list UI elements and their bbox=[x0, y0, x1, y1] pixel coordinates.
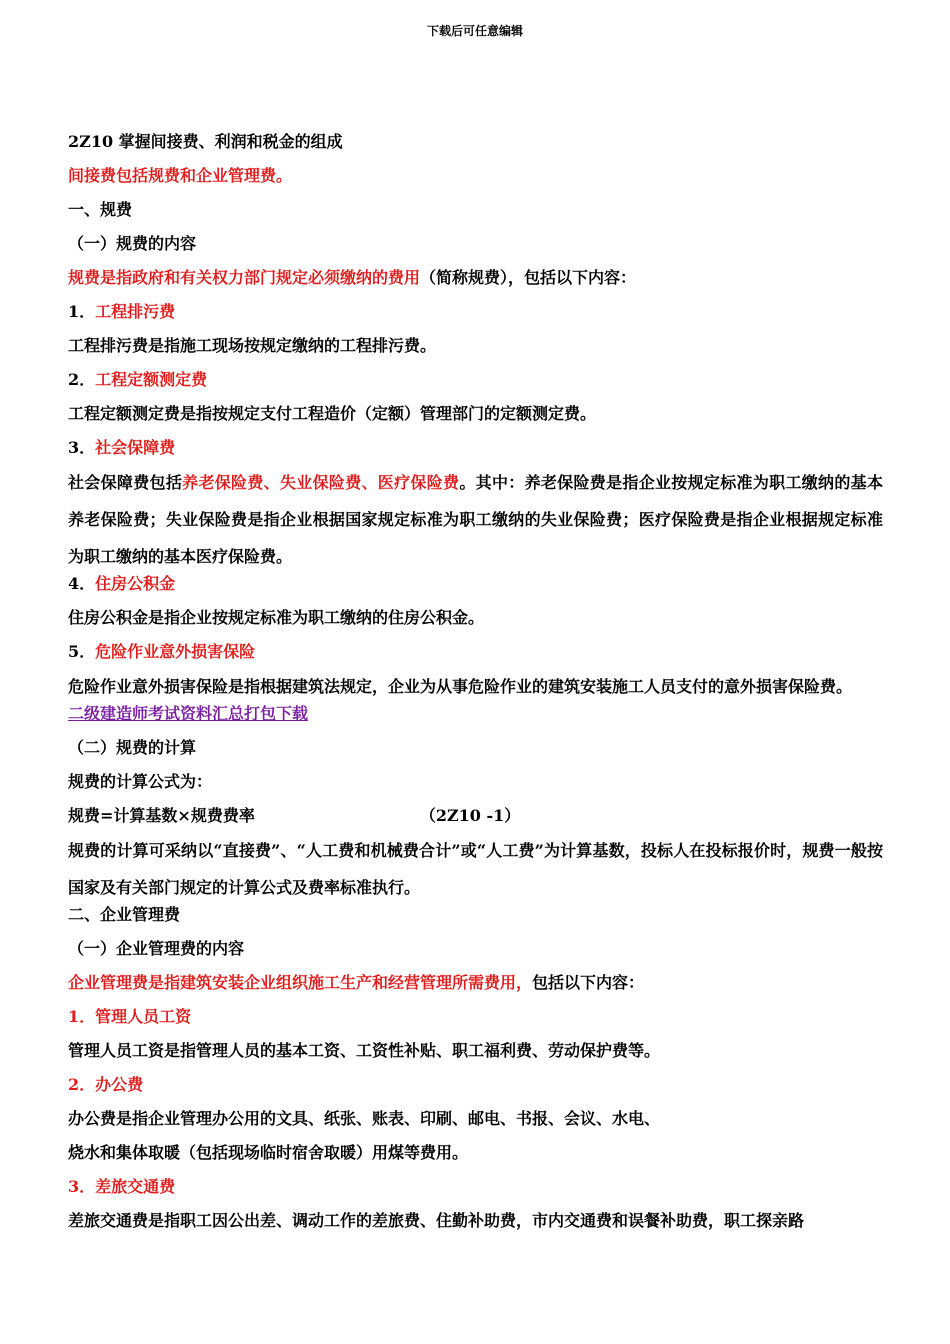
item-3-red: 养老保险费、失业保险费、医疗保险费 bbox=[182, 473, 460, 492]
download-link-line bbox=[68, 702, 883, 736]
item-title: 差旅交通费 bbox=[95, 1177, 176, 1196]
formula-intro: 规费的计算公式为： bbox=[68, 772, 213, 791]
item-3-pre: 社会保障费包括 bbox=[68, 473, 183, 492]
item-number: 3． bbox=[68, 438, 96, 457]
subheading-2-1: （一）企业管理费的内容 bbox=[68, 939, 245, 958]
item-4-heading bbox=[68, 572, 883, 606]
definition-red: 规费是指政府和有关权力部门规定必须缴纳的费用 bbox=[68, 268, 421, 287]
document-body bbox=[68, 130, 883, 1243]
item-title: 社会保障费 bbox=[95, 438, 176, 457]
item-number: 5． bbox=[68, 642, 96, 661]
item-number: 4． bbox=[68, 574, 96, 593]
item-title: 工程定额测定费 bbox=[95, 370, 208, 389]
item-number: 1． bbox=[68, 1007, 96, 1026]
item-5-text: 危险作业意外损害保险是指根据建筑法规定，企业为从事危险作业的建筑安装施工人员支付的意外损害保险费。 bbox=[68, 677, 853, 696]
item-title: 管理人员工资 bbox=[95, 1007, 192, 1026]
page-header: 下载后可任意编辑 bbox=[426, 24, 523, 38]
subheading-1-1: （一）规费的内容 bbox=[68, 234, 197, 253]
item-number: 2． bbox=[68, 1075, 96, 1094]
mgmt-definition-red: 企业管理费是指建筑安装企业组织施工生产和经营管理所需费用， bbox=[68, 973, 533, 992]
item-title: 办公费 bbox=[95, 1075, 144, 1094]
subheading-1-2: （二）规费的计算 bbox=[68, 738, 197, 757]
item-title: 危险作业意外损害保险 bbox=[95, 642, 256, 661]
item-3-rest: 。其中：养老保险费是指企业按规定标准为职工缴纳的基本养老保险费；失业保险费是指企业根据国家规定标准为职工缴纳的失业保险费；医疗保险费是指企业根据规定标准为职工缴纳的基本医疗保险费。 bbox=[68, 473, 883, 566]
item-4-text: 住房公积金是指企业按规定标准为职工缴纳的住房公积金。 bbox=[68, 608, 485, 627]
formula-number: （2Z10 -1） bbox=[419, 806, 521, 825]
definition-line bbox=[68, 266, 883, 300]
item-number: 1． bbox=[68, 302, 96, 321]
heading-1: 一、规费 bbox=[68, 200, 133, 219]
download-link[interactable]: 二级建造师考试资料汇总打包下载 bbox=[68, 704, 309, 723]
definition-rest: （简称规费），包括以下内容： bbox=[420, 268, 637, 287]
intro-text: 间接费包括规费和企业管理费。 bbox=[68, 166, 293, 185]
formula: 规费=计算基数×规费费率 bbox=[68, 806, 255, 825]
item-number: 2． bbox=[68, 370, 96, 389]
calc-text: 规费的计算可采纳以“直接费”、“人工费和机械费合计”或“人工费”为计算基数，投标人在投标报价时，规费一般按国家及有关部门规定的计算公式及费率标准执行。 bbox=[68, 841, 883, 897]
item-1-text: 工程排污费是指施工现场按规定缴纳的工程排污费。 bbox=[68, 336, 437, 355]
item-1-heading bbox=[68, 300, 883, 334]
mgmt-item-2-heading bbox=[68, 1073, 883, 1107]
item-number: 3． bbox=[68, 1177, 96, 1196]
mgmt-item-1-heading bbox=[68, 1005, 883, 1039]
mgmt-item-2-text-1: 办公费是指企业管理办公用的文具、纸张、账表、印刷、邮电、书报、会议、水电、 bbox=[68, 1109, 661, 1128]
mgmt-item-3-text: 差旅交通费是指职工因公出差、调动工作的差旅费、住勤补助费，市内交通费和误餐补助费，职工探亲路 bbox=[68, 1211, 805, 1230]
mgmt-item-2-text-2: 烧水和集体取暖（包括现场临时宿舍取暖）用煤等费用。 bbox=[68, 1143, 469, 1162]
heading-2: 二、企业管理费 bbox=[68, 905, 181, 924]
item-2-text: 工程定额测定费是指按规定支付工程造价（定额）管理部门的定额测定费。 bbox=[68, 404, 597, 423]
mgmt-item-3-heading bbox=[68, 1175, 883, 1209]
item-3-text bbox=[68, 464, 883, 575]
mgmt-definition-rest: 包括以下内容： bbox=[532, 973, 645, 992]
item-title: 住房公积金 bbox=[95, 574, 176, 593]
mgmt-item-1-text: 管理人员工资是指管理人员的基本工资、工资性补贴、职工福利费、劳动保护费等。 bbox=[68, 1041, 661, 1060]
mgmt-definition-line bbox=[68, 971, 883, 1005]
item-title: 工程排污费 bbox=[95, 302, 176, 321]
item-2-heading bbox=[68, 368, 883, 402]
section-title: 2Z10 掌握间接费、利润和税金的组成 bbox=[68, 132, 343, 151]
